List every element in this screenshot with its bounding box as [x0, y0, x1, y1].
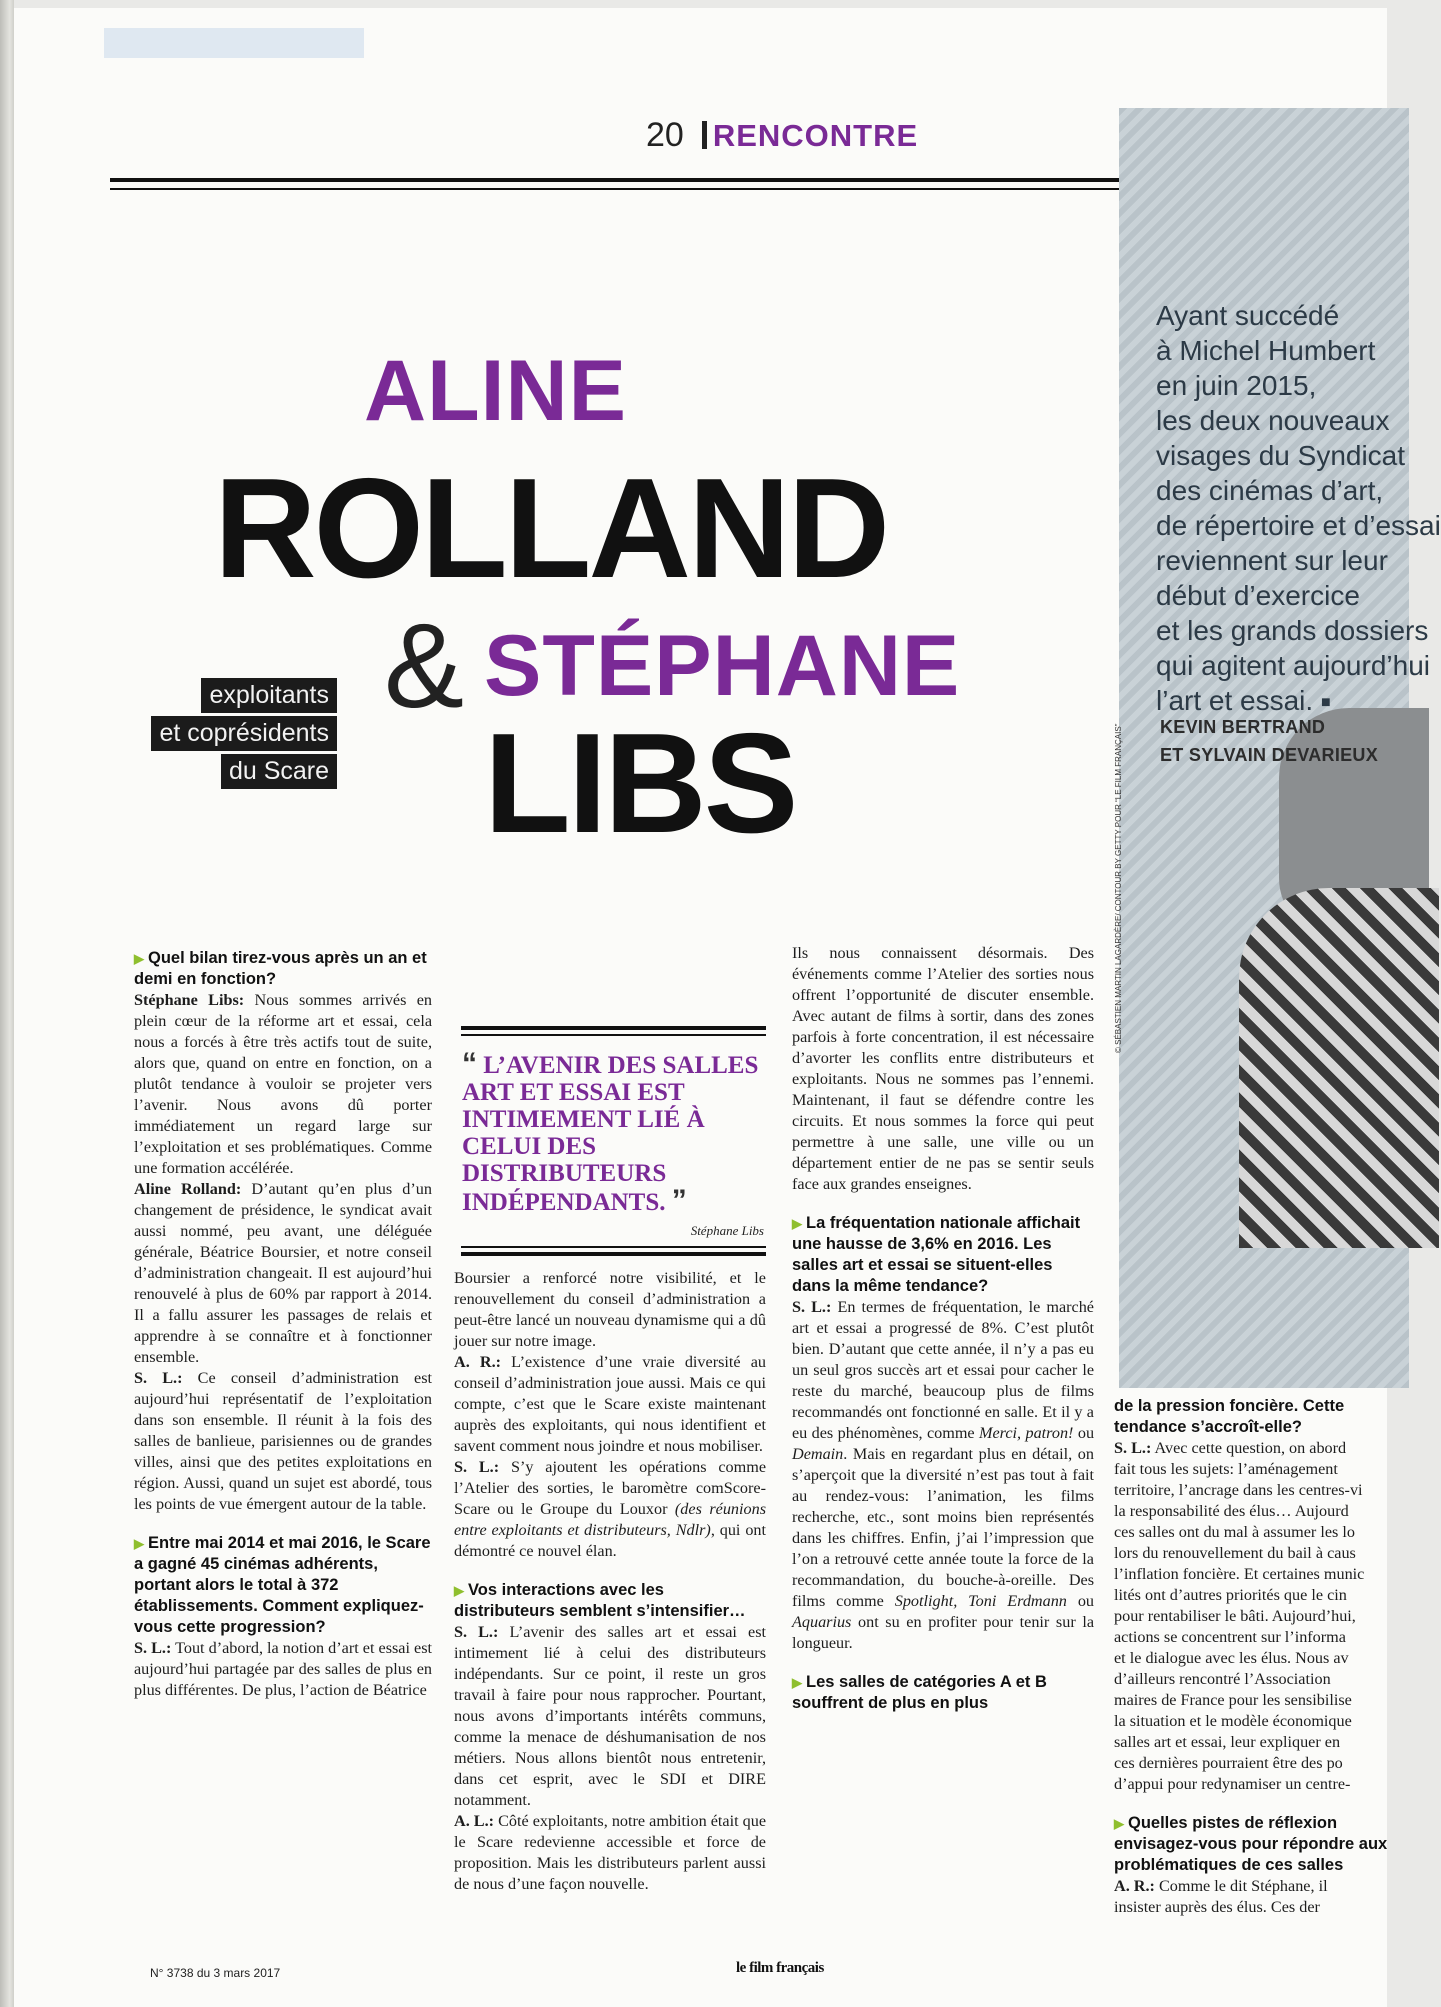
portrait-sweater [1239, 888, 1439, 1248]
answer-line: ces dernières pourraient être des po [1114, 1754, 1343, 1772]
spacer [1114, 1795, 1414, 1813]
tag-copresidents: et coprésidents [151, 716, 337, 751]
page-spine [0, 0, 14, 2007]
author-2: ET SYLVAIN DEVARIEUX [1160, 745, 1379, 765]
speaker: A. R.: [454, 1353, 502, 1371]
answer-line: maires de France pour les sensibilise [1114, 1691, 1352, 1709]
answer-12 [1114, 1438, 1414, 1459]
tag-scare: du Scare [221, 754, 337, 789]
title-aline: ALINE [364, 343, 627, 439]
answer-text: Tout d’abord, la notion d’art et essai est aujourd’hui partagée par des salles de plus en plus différentes. De plus, l’action de Béatrice [134, 1639, 433, 1699]
pull-quote-text: L’AVENIR DES SALLES ART ET ESSAI EST INTIMEMENT LIÉ À CELUI DES DISTRIBUTEURS INDÉPENDANTS. [462, 1052, 759, 1216]
arrow-icon: ▶ [134, 951, 144, 966]
speaker: S. L.: [134, 1639, 172, 1657]
pull-quote [462, 1047, 772, 1217]
quote-rule [461, 1252, 766, 1256]
answer-text: ou [1077, 1424, 1095, 1442]
answer-text: ou [1077, 1592, 1094, 1610]
arrow-icon: ▶ [1114, 1816, 1124, 1831]
answer-text: , qui ont démontré ce nouvel élan. [454, 1521, 767, 1560]
answer-line: fait tous les sujets: l’aménagement [1114, 1460, 1338, 1478]
intro-body: Ayant succédé à Michel Humbert en juin 2015, les deux nouveaux visages du Syndicat des cinémas d’art, de répertoire et d’essai reviennent sur leur début d’exercice et les grands dossiers qui agitent aujourd’hui l’art et essai. [1156, 300, 1441, 716]
quote-rule [461, 1034, 766, 1036]
answer-1 [134, 990, 432, 1179]
question-6 [1114, 1813, 1404, 1876]
answer-text: Nous sommes arrivés en plein cœur de la réforme art et essai, cela nous a forcés à être très actifs tout de suite, alors que, quand on entre en fonction, on a plutôt tendance à vouloir se projeter vers l’avenir. Nous avons dû porter immédiatement un regard large sur l’exploitation et ses problématiques. Comme une formation accélérée. [134, 991, 433, 1177]
author-1: KEVIN BERTRAND [1160, 717, 1326, 737]
question-4 [792, 1213, 1094, 1297]
question-5-text: Les salles de catégories A et B souffrent de plus en plus [792, 1673, 1047, 1712]
close-quote-icon: ” [671, 1184, 687, 1217]
byline [1160, 713, 1378, 769]
answer-10 [792, 943, 1094, 1195]
photo-credit: © SÉBASTIEN MARTIN LAGARDÈRE/ CONTOUR BY GETTY POUR “LE FILM FRANÇAIS” [1114, 723, 1123, 1053]
answer-text: S’y ajoutent les opérations comme l’Atelier des sorties, le baromètre comScore-Scare ou le Groupe du Louxor [454, 1458, 766, 1518]
answer-text: ont su en profiter pour tenir sur la longueur. [792, 1613, 1095, 1652]
question-6-text: Quelles pistes de réflexion envisagez-vous pour répondre aux problématiques de ces salles [1114, 1814, 1388, 1874]
title-libs: LIBS [484, 704, 796, 863]
arrow-icon: ▶ [792, 1216, 802, 1231]
answer-7 [454, 1457, 766, 1562]
question-1 [134, 948, 432, 990]
arrow-icon: ▶ [454, 1583, 464, 1598]
speaker: S. L.: [454, 1623, 499, 1641]
issue-number: N° 3738 du 3 mars 2017 [150, 1966, 281, 1980]
speaker: S. L.: [792, 1298, 832, 1316]
answer-text: L’existence d’une vraie diversité au conseil d’administration joue aussi. Mais ce qui compte, c’est que le Scare existe maintenant auprès des exploitants, qui nous identifient et savent comment nous joindre et nous mobiliser. [454, 1353, 766, 1455]
speaker: A. R.: [1114, 1877, 1155, 1895]
speaker: Stéphane Libs: [134, 991, 245, 1009]
film-title: Merci, patron! [979, 1424, 1074, 1442]
spacer [454, 1562, 766, 1580]
page-number: 20 [646, 116, 684, 154]
answer-line: ces salles ont du mal à assumer les lo [1114, 1523, 1355, 1541]
header-bar [702, 121, 707, 149]
quote-rule [461, 1026, 766, 1030]
end-mark: ■ [1320, 694, 1331, 711]
answer-line: lités ont d’autres priorités que le cin [1114, 1586, 1347, 1604]
column-4 [1114, 1396, 1414, 1918]
answer-11 [792, 1297, 1094, 1654]
answer-8 [454, 1622, 766, 1811]
answer-line: lors du renouvellement du bail à caus [1114, 1544, 1356, 1562]
answer-4 [134, 1638, 432, 1701]
tag-exploitants: exploitants [201, 678, 337, 713]
question-4-text: La fréquentation nationale affichait une hausse de 3,6% en 2016. Les salles art et essai se situent-elles dans la même tendance? [792, 1214, 1081, 1295]
film-title: Aquarius [792, 1613, 852, 1631]
answer-line: d’appui pour redynamiser un centre- [1114, 1775, 1351, 1793]
page-header [646, 116, 918, 155]
answer-line: la situation et le modèle économique [1114, 1712, 1352, 1730]
pull-quote-author: Stéphane Libs [690, 1223, 764, 1238]
answer-13 [1114, 1876, 1414, 1897]
answer-text: En termes de fréquentation, le marché art et essai a progressé de 8%. C’est plutôt bien. D’autant que cette année, il n’y a pas eu un seul gros succès art et essai pour cacher le reste du marché, beaucoup plus de films recommandés ont fonctionné en salle. Et il y a eu des phénomènes, comme [792, 1298, 1094, 1442]
header-rule [110, 178, 1130, 182]
title-ampersand: & [384, 599, 465, 733]
answer-text: D’autant qu’en plus d’un changement de présidence, le syndicat avait aussi nommé, peu avant, une déléguée générale, Béatrice Boursier, et notre conseil d’administration changeait. Il est aujourd’hui renouvelé à plus de 60% par rapport à 2014. Il a fallu assurer les passages de relais et apprendre à se connaître et à fonctionner ensemble. [134, 1180, 432, 1366]
answer-line: insister auprès des élus. Ces der [1114, 1898, 1320, 1916]
quote-rule [461, 1246, 766, 1248]
arrow-icon: ▶ [134, 1536, 144, 1551]
magazine-page [14, 8, 1441, 2007]
answer-line: la responsabilité des élus… Aujourd [1114, 1502, 1349, 1520]
answer-line: pour rentabiliser le bâti. Aujourd’hui, [1114, 1607, 1356, 1625]
answer-note: (des réunions entre exploitants et distributeurs, Ndlr) [454, 1500, 766, 1539]
subtitle-tags [151, 678, 337, 792]
question-2-text: Entre mai 2014 et mai 2016, le Scare a gagné 45 cinémas adhérents, portant alors le total à 372 établissements. Comment expliquez-vous cette progression? [134, 1534, 431, 1636]
speaker: S. L.: [134, 1369, 183, 1387]
answer-line: territoire, l’ancrage dans les centres-vi [1114, 1481, 1363, 1499]
film-title: Demain [792, 1445, 844, 1463]
answer-text: Ce conseil d’administration est aujourd’hui représentatif de l’exploitation dans son ensemble. Il réunit à la fois des salles de banlieue, parisiennes ou de grandes villes, ainsi que des petites exploitations en région. Aussi, quand un sujet est abordé, tous les points de vue émergent autour de la table. [134, 1369, 433, 1513]
arrow-icon: ▶ [792, 1675, 802, 1690]
answer-text: Ils nous connaissent désormais. Des événements comme l’Atelier des sorties nous offrent l’opportunité de discuter ensemble. Avec autant de films à sortir, dans des zones parfois à forte concentration, il est nécessaire d’avorter les conflits entre distributeurs et exploitants. Nous ne sommes pas l’ennemi. Maintenant, il faut se défendre contre les circuits. Et nous sommes la force qui peut permettre à une salle, une ville ou un département entier de ne pas se sentir seuls face aux grandes enseignes. [792, 944, 1094, 1193]
intro-text [1156, 298, 1441, 720]
question-2 [134, 1533, 432, 1638]
question-3 [454, 1580, 766, 1622]
open-quote-icon: “ [462, 1047, 477, 1080]
answer-line: salles art et essai, leur expliquer en [1114, 1733, 1341, 1751]
answer-line: d’ailleurs rencontré l’Association [1114, 1670, 1331, 1688]
column-3 [792, 943, 1094, 1714]
answer-line: et le dialogue avec les élus. Nous av [1114, 1649, 1349, 1667]
speaker: S. L.: [1114, 1439, 1152, 1457]
speaker: A. L.: [454, 1812, 495, 1830]
answer-text: Côté exploitants, notre ambition était que le Scare redevienne accessible et force de proposition. Mais les distributeurs parlent aussi de nous d’une façon nouvelle. [454, 1812, 767, 1893]
answer-2 [134, 1179, 432, 1368]
spacer [792, 1654, 1094, 1672]
speaker: Aline Rolland: [134, 1180, 242, 1198]
spacer [792, 1195, 1094, 1213]
title-stephane: STÉPHANE [484, 618, 961, 714]
question-5 [792, 1672, 1094, 1714]
title-rolland: ROLLAND [214, 449, 888, 608]
question-1-text: Quel bilan tirez-vous après un an et demi en fonction? [134, 949, 427, 988]
answer-line: Avec cette question, on abord [1154, 1439, 1347, 1457]
answer-3 [134, 1368, 432, 1515]
spacer [134, 1515, 432, 1533]
question-5-continued: de la pression foncière. Cette tendance s’accroît-elle? [1114, 1397, 1345, 1436]
header-rule-thin [110, 188, 1130, 190]
section-label: RENCONTRE [712, 118, 919, 153]
speaker: S. L.: [454, 1458, 500, 1476]
column-1 [134, 948, 432, 1701]
answer-9 [454, 1811, 766, 1895]
question-3-text: Vos interactions avec les distributeurs semblent s’intensifier… [454, 1581, 746, 1620]
answer-text: . Mais en regardant plus en détail, on s’aperçoit que la diversité n’est pas tout à fait au rendez-vous: l’animation, les films recherche, etc., sont moins bien représentés dans les chiffres. Enfin, j’ai l’impression que l’on a retrouvé cette année toute la force de la recommandation, du bouche-à-oreille. Des films comme [792, 1445, 1094, 1610]
answer-line: Comme le dit Stéphane, il [1158, 1877, 1328, 1895]
column-2 [454, 1268, 766, 1895]
binding-tab [104, 28, 364, 58]
answer-6 [454, 1352, 766, 1457]
answer-text: L’avenir des salles art et essai est intimement lié à celui des distributeurs indépendants. Sur ce point, il reste un gros travail à faire pour nous rapprocher. Pourtant, nous avons d’importants intérêts communs, comme la menace de déshumanisation de nos métiers. Nous allons bientôt nous entretenir, dans cet esprit, avec le SDI et DIRE notamment. [454, 1623, 766, 1809]
answer-line: actions se concentrent sur l’informa [1114, 1628, 1346, 1646]
film-title: Spotlight, Toni Erdmann [894, 1592, 1067, 1610]
answer-text: Boursier a renforcé notre visibilité, et le renouvellement du conseil d’administration a peut-être lancé un nouveau dynamisme qui a dû jouer sur notre image. [454, 1269, 766, 1350]
answer-5 [454, 1268, 766, 1352]
magazine-logo: le film français [736, 1960, 824, 1976]
answer-line: l’inflation foncière. Et certaines munic [1114, 1565, 1365, 1583]
